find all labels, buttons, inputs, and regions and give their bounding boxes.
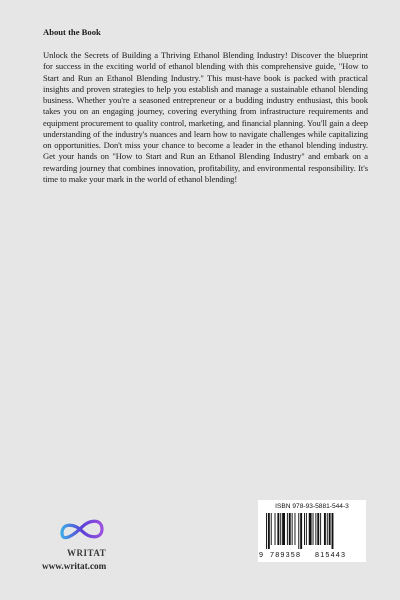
barcode-bar [275, 513, 276, 545]
barcode-digit-lead: 9 [259, 550, 263, 559]
barcode-digit-group-2: 815443 [315, 550, 347, 559]
barcode-bar [277, 513, 279, 545]
publisher-name: WRITAT [67, 548, 107, 558]
barcode-bar [320, 513, 321, 545]
barcode-bar [304, 513, 305, 545]
barcode-bar [292, 513, 293, 545]
infinity-logo-icon [58, 515, 106, 545]
publisher-logo [38, 515, 138, 595]
barcode-bar [287, 513, 288, 545]
barcode-bar [315, 513, 316, 545]
barcode-bar [306, 513, 307, 545]
barcode-icon [264, 513, 362, 549]
barcode-bar [324, 513, 326, 545]
barcode-bar [271, 513, 272, 545]
about-heading: About the Book [43, 27, 101, 37]
barcode-bar [332, 513, 334, 549]
barcode-bar [266, 513, 267, 549]
publisher-url: www.writat.com [42, 561, 107, 571]
barcode-bar [295, 513, 296, 545]
barcode-bar [327, 513, 328, 545]
barcode-bar [268, 513, 270, 549]
book-blurb: Unlock the Secrets of Building a Thriving Ethanol Blending Industry! Discover the blueprint for success in the exciting world of ethanol blending with this comprehensive guide, "How to Start and Run an Ethanol Blending Industry." This must-have book is packed with practical insights and proven strategies to help you establish and manage a sustainable ethanol blending business. Whether you're a seasoned entrepreneur or a budding industry enthusiast, this book takes you on an engaging journey, covering everything from infrastructure requirements and equipment procurement to quality control, marketing, and financial planning. You'll gain a deep understanding of the industry's nuances and learn how to navigate challenges while capitalizing on opportunities. Don't miss your chance to become a leader in the ethanol blending industry. Get your hands on "How to Start and Run an Ethanol Blending Industry" and embark on a rewarding journey that combines innovation, profitability, and environmental responsibility. It's time to make your mark in the world of ethanol blending! [43, 50, 368, 184]
isbn-label: ISBN 978-93-5881-544-3 [275, 503, 349, 510]
barcode-bar [300, 513, 302, 549]
barcode-bar [329, 513, 331, 545]
barcode-bar [309, 513, 312, 545]
barcode-bar [289, 513, 291, 545]
barcode-bar [317, 513, 319, 545]
barcode-bar [298, 513, 299, 549]
isbn-barcode-block [258, 500, 366, 562]
barcode-bar [282, 513, 285, 545]
barcode-bar [313, 513, 314, 545]
barcode-digit-group-1: 789358 [270, 550, 302, 559]
barcode-bar [280, 513, 281, 545]
